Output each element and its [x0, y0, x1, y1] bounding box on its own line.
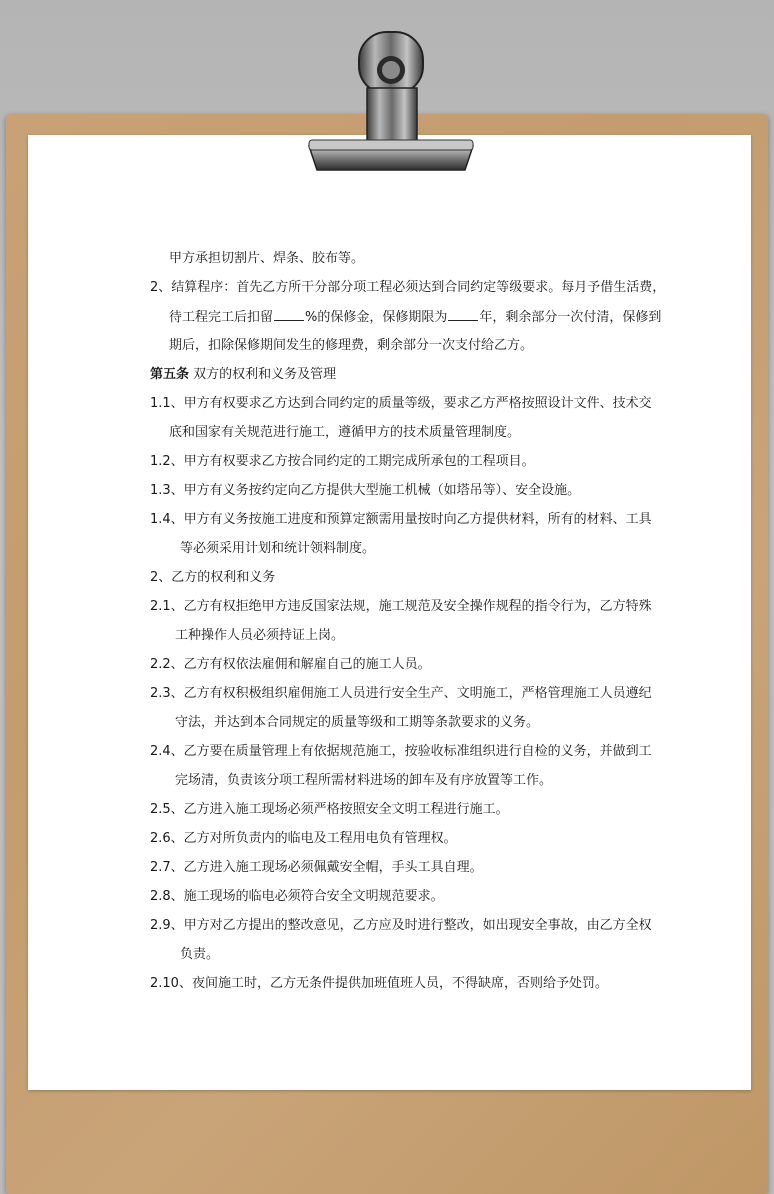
text-line: 2.7、乙方进入施工现场必须佩戴安全帽，手头工具自理。	[150, 860, 483, 875]
text-line: 2、结算程序：首先乙方所干分部分项工程必须达到合同约定等级要求。每月予借生活费，	[150, 280, 666, 295]
text-line: 2.9、甲方对乙方提出的整改意见，乙方应及时进行整改，如出现安全事故，由乙方全权	[150, 918, 652, 933]
text-line: 工种操作人员必须持证上岗。	[175, 628, 345, 643]
text-line: 守法，并达到本合同规定的质量等级和工期等条款要求的义务。	[175, 715, 540, 730]
text-segment: 年，剩余部分一次付清，保修到	[479, 310, 662, 325]
text-line: 2、乙方的权利和义务	[150, 570, 276, 585]
text-line: 2.5、乙方进入施工现场必须严格按照安全文明工程进行施工。	[150, 802, 509, 817]
text-line: 等必须采用计划和统计领料制度。	[180, 541, 376, 556]
text-line: 1.4、甲方有义务按施工进度和预算定额需用量按时向乙方提供材料，所有的材料、工具	[150, 512, 652, 527]
section-title: 双方的权利和义务及管理	[189, 367, 337, 382]
text-line: 完场清，负责该分项工程所需材料进场的卸车及有序放置等工作。	[175, 773, 553, 788]
text-line: 1.2、甲方有权要求乙方按合同约定的工期完成所承包的工程项目。	[150, 454, 535, 469]
fill-blank[interactable]	[274, 308, 304, 321]
text-line: 2.8、施工现场的临电必须符合安全文明规范要求。	[150, 889, 444, 904]
text-segment: 待工程完工后扣留	[169, 310, 274, 325]
fill-blank[interactable]	[448, 308, 478, 321]
text-line: 2.6、乙方对所负责内的临电及工程用电负有管理权。	[150, 831, 457, 846]
text-line: 期后，扣除保修期间发生的修理费，剩余部分一次支付给乙方。	[169, 338, 534, 353]
text-line: 负责。	[180, 947, 220, 962]
text-line: 2.2、乙方有权依法雇佣和解雇自己的施工人员。	[150, 657, 431, 672]
text-line: 2.3、乙方有权积极组织雇佣施工人员进行安全生产、文明施工，严格管理施工人员遵纪	[150, 686, 652, 701]
text-line: 2.1、乙方有权拒绝甲方违反国家法规，施工规范及安全操作规程的指令行为，乙方特殊	[150, 599, 652, 614]
text-line: 1.1、甲方有权要求乙方达到合同约定的质量等级，要求乙方严格按照设计文件、技术交	[150, 396, 652, 411]
section-heading	[150, 366, 336, 384]
section-number: 第五条	[150, 367, 190, 382]
text-line: 甲方承担切割片、焊条、胶布等。	[169, 251, 365, 266]
text-line-with-blanks	[169, 308, 661, 327]
text-line: 底和国家有关规范进行施工，遵循甲方的技术质量管理制度。	[169, 425, 521, 440]
text-segment: %的保修金，保修期限为	[305, 310, 448, 325]
text-line: 1.3、甲方有义务按约定向乙方提供大型施工机械（如塔吊等）、安全设施。	[150, 483, 581, 498]
text-line: 2.4、乙方要在质量管理上有依据规范施工，按验收标准组织进行自检的义务，并做到工	[150, 744, 652, 759]
text-line: 2.10、夜间施工时，乙方无条件提供加班值班人员，不得缺席，否则给予处罚。	[150, 976, 608, 991]
